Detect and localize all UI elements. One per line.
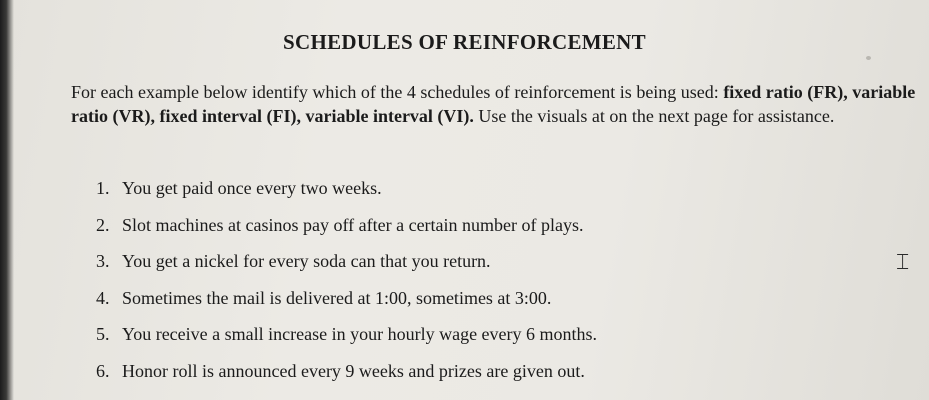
question-text: You receive a small increase in your hourly wage every 6 months. — [122, 324, 598, 345]
question-text: Honor roll is announced every 9 weeks and prizes are given out. — [122, 360, 585, 381]
question-number: 3. — [96, 251, 110, 272]
question-number: 5. — [96, 324, 110, 345]
instructions-paragraph — [71, 80, 923, 128]
question-item — [96, 249, 597, 286]
worksheet-title: SCHEDULES OF REINFORCEMENT — [283, 30, 646, 54]
question-item — [96, 359, 597, 396]
term-variable-ratio: variable ratio (VR), — [71, 82, 916, 126]
page-edge-shadow — [0, 0, 14, 400]
question-text: Slot machines at casinos pay off after a certain number of plays. — [122, 214, 584, 235]
question-text: You get paid once every two weeks. — [122, 178, 382, 198]
term-fixed-interval: fixed interval (FI), — [159, 106, 301, 126]
term-fixed-ratio: fixed ratio (FR), — [723, 82, 848, 102]
question-number: 1. — [96, 178, 110, 198]
question-text: Sometimes the mail is delivered at 1:00, sometimes at 3:00. — [122, 287, 552, 308]
instructions-text-start: For each example below identify which of the 4 schedules of reinforcement is being used: — [71, 82, 724, 102]
question-list — [96, 176, 597, 396]
question-item — [96, 286, 597, 323]
question-text: You get a nickel for every soda can that you return. — [122, 251, 491, 272]
question-number: 6. — [96, 360, 110, 381]
question-item — [96, 322, 597, 359]
question-item — [96, 176, 597, 213]
paper-speck — [866, 56, 871, 60]
question-number: 2. — [96, 214, 110, 235]
instructions-text-end: Use the visuals at on the next page for assistance. — [473, 106, 835, 126]
question-number: 4. — [96, 287, 110, 308]
term-variable-interval: variable interval (VI). — [305, 106, 474, 126]
question-item — [96, 213, 597, 250]
text-cursor-icon: ⌶ — [896, 250, 910, 275]
